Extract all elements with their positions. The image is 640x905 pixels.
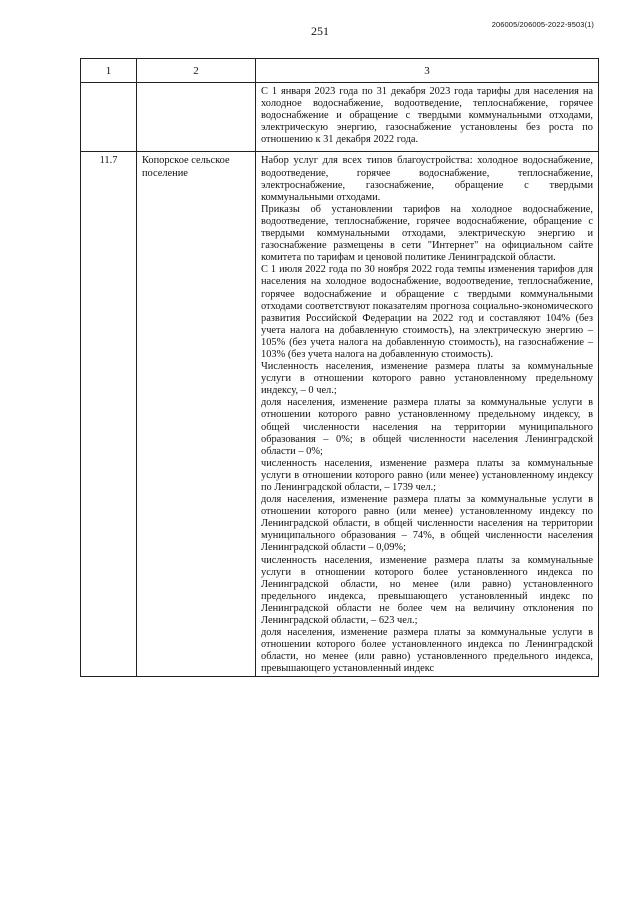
row-description-cell bbox=[256, 83, 599, 152]
column-header-1: 1 bbox=[81, 59, 137, 83]
tariff-paragraph: численность населения, изменение размера платы за коммунальные услуги в отношении которого более установленного индекса по Ленинградской области, но менее (или равно) установленного предельного индекса, превышающего установленный индекс по Ленинградской области не более чем на величину отклонения по Ленинградской области, – 623 чел.; bbox=[261, 554, 593, 627]
row-name-cell: Копорское сельское поселение bbox=[137, 152, 256, 676]
table-header-row bbox=[81, 59, 599, 83]
table-row bbox=[81, 152, 599, 676]
column-header-2: 2 bbox=[137, 59, 256, 83]
tariff-paragraph: численность населения, изменение размера платы за коммунальные услуги в отношении которого равно (или менее) установленному индексу по Ленинградской области, – 1739 чел.; bbox=[261, 457, 593, 493]
tariff-paragraph: Приказы об установлении тарифов на холодное водоснабжение, водоотведение, теплоснабжение, горячее водоснабжение, обращение с твердыми коммунальными отходами, электрическую энергию и газоснабжение размещены в сети "Интернет" на официальном сайте комитета по тарифам и ценовой политике Ленинградской области. bbox=[261, 203, 593, 264]
table-row bbox=[81, 83, 599, 152]
tariff-paragraph: доля населения, изменение размера платы за коммунальные услуги в отношении которого более установленного индекса по Ленинградской области, но менее (или равно) установленного предельного индекса, превышающего установленный индекс bbox=[261, 627, 593, 675]
tariff-paragraph: С 1 января 2023 года по 31 декабря 2023 года тарифы для населения на холодное водоснабжение, водоотведение, теплоснабжение, горячее водоснабжение и обращение с твердыми коммунальными отходами, электрическую энергию, газоснабжение установлены без роста по отношению к 31 декабря 2022 года. bbox=[261, 86, 593, 146]
tariff-table bbox=[80, 58, 599, 677]
tariff-paragraph: С 1 июля 2022 года по 30 ноября 2022 года темпы изменения тарифов для населения на холодное водоснабжение, водоотведение, теплоснабжение, горячее водоснабжение и обращение с твердыми коммунальными отходами соответствуют показателям прогноза социально-экономического развития Российской Федерации на 2022 год и составляют 104% (без учета налога на добавленную стоимость), на электрическую энергию – 105% (без учета налога на добавленную стоимость), на газоснабжение – 103% (без учета налога на добавленную стоимость). bbox=[261, 264, 593, 360]
row-description-cell bbox=[256, 152, 599, 676]
column-header-3: 3 bbox=[256, 59, 599, 83]
document-code: 206005/206005-2022-9503(1) bbox=[491, 20, 594, 29]
tariff-paragraph: доля населения, изменение размера платы за коммунальные услуги в отношении которого равно (или менее) установленному индексу по Ленинградской области, в общей численности населения на территории муниципального образования – 74%, в общей численности населения Ленинградской области – 0,09%; bbox=[261, 494, 593, 554]
page-number: 251 bbox=[311, 24, 329, 38]
tariff-paragraph: Набор услуг для всех типов благоустройства: холодное водоснабжение, водоотведение, горячее водоснабжение, теплоснабжение, электроснабжение, газоснабжение, обращение с твердыми коммунальными отходами. bbox=[261, 155, 593, 203]
row-number-cell: 11.7 bbox=[81, 152, 137, 676]
tariff-paragraph: доля населения, изменение размера платы за коммунальные услуги в отношении которого равно установленному предельному индексу, в общей численности населения на территории муниципального образования – 0%; в общей численности населения Ленинградской области – 0%; bbox=[261, 397, 593, 457]
row-name-cell bbox=[137, 83, 256, 152]
row-number-cell bbox=[81, 83, 137, 152]
tariff-paragraph: Численность населения, изменение размера платы за коммунальные услуги в отношении которого равно установленному предельному индексу, – 0 чел.; bbox=[261, 361, 593, 397]
